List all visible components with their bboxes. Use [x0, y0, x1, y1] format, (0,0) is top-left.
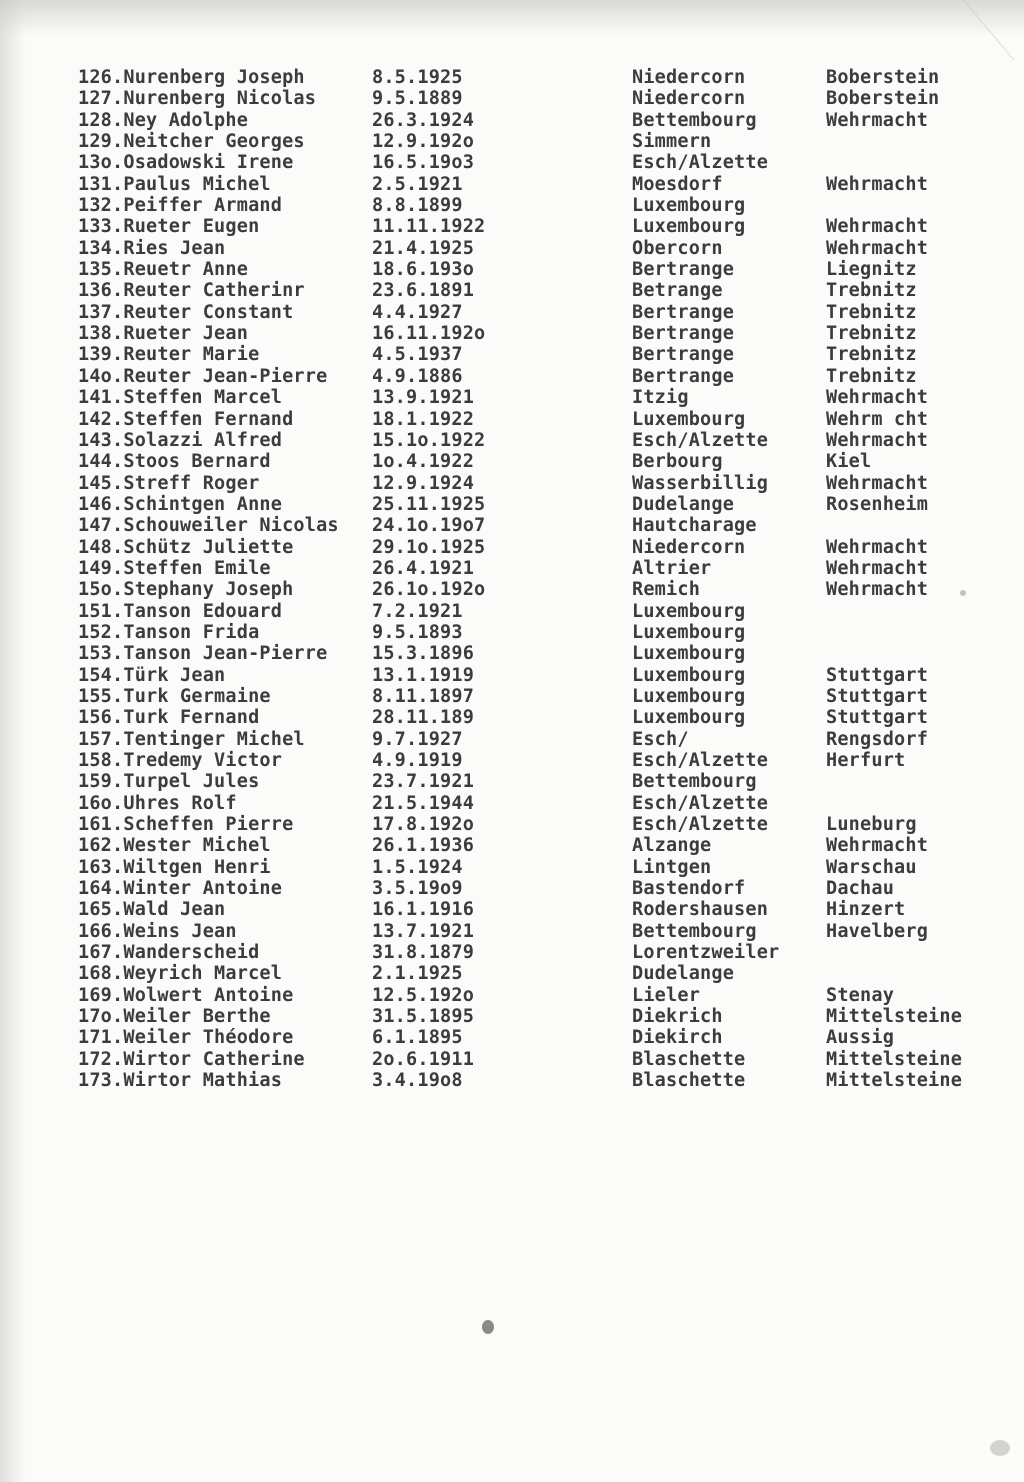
entry-name: 139.Reuter Marie: [78, 344, 260, 366]
birth-date: 28.11.189: [372, 707, 475, 729]
birth-place: Bettembourg: [632, 109, 757, 131]
birth-date: 18.6.193o: [372, 259, 475, 281]
entry-name: 163.Wiltgen Henri: [78, 856, 271, 878]
birth-place: Diekirch: [632, 1027, 723, 1049]
entry-name: 14o.Reuter Jean-Pierre: [78, 365, 328, 387]
entry-name: 129.Neitcher Georges: [78, 131, 305, 153]
birth-date: 8.5.1925: [372, 67, 463, 88]
entry-name: 153.Tanson Jean-Pierre: [78, 643, 328, 665]
birth-date: 29.1o.1925: [372, 536, 486, 558]
entry-name: 151.Tanson Edouard: [78, 600, 283, 622]
entry-name: 142.Steffen Fernand: [78, 408, 294, 430]
entry-name: 161.Scheffen Pierre: [78, 814, 294, 836]
birth-date: 4.9.1919: [372, 750, 463, 771]
left-edge-shadow: [0, 0, 26, 1482]
birth-date: 31.8.1879: [372, 942, 475, 964]
entry-name: 173.Wirtor Mathias: [78, 1070, 283, 1092]
birth-place: Bertrange: [632, 365, 735, 387]
birth-place: Bettembourg: [632, 920, 757, 942]
birth-place: Alzange: [632, 835, 712, 857]
destination: Rosenheim: [826, 493, 929, 515]
birth-place: Luxembourg: [632, 664, 746, 686]
destination: Stenay: [826, 984, 895, 1006]
entry-name: 128.Ney Adolphe: [78, 109, 249, 131]
entry-name: 127.Nurenberg Nicolas: [78, 88, 317, 110]
destination: Kiel: [826, 451, 872, 473]
destination: Wehrm cht: [826, 408, 929, 430]
birth-place: Esch/Alzette: [632, 750, 769, 771]
birth-date: 4.4.1927: [372, 301, 463, 323]
entry-name: 16o.Uhres Rolf: [78, 792, 237, 814]
destination: Trebnitz: [826, 365, 917, 387]
destination: Wehrmacht: [826, 579, 929, 601]
birth-date: 12.9.1924: [372, 472, 475, 494]
destination: Trebnitz: [826, 280, 917, 302]
birth-place: Dudelange: [632, 963, 735, 985]
destination: Liegnitz: [826, 259, 917, 281]
birth-date: 2.5.1921: [372, 173, 463, 195]
entry-name: 157.Tentinger Michel: [78, 728, 305, 750]
birth-date: 23.6.1891: [372, 280, 475, 302]
destination: Herfurt: [826, 750, 906, 771]
entry-name: 13o.Osadowski Irene: [78, 152, 294, 174]
birth-date: 26.3.1924: [372, 109, 475, 131]
birth-date: 12.5.192o: [372, 984, 475, 1006]
entry-name: 15o.Stephany Joseph: [78, 579, 294, 601]
destination: Wehrmacht: [826, 472, 929, 494]
birth-place: Luxembourg: [632, 685, 746, 707]
birth-date: 1o.4.1922: [372, 451, 475, 473]
entry-name: 171.Weiler Théodore: [78, 1027, 294, 1049]
birth-place: Lorentzweiler: [632, 942, 780, 964]
destination: Wehrmacht: [826, 173, 929, 195]
destination: Trebnitz: [826, 344, 917, 366]
birth-place: Bastendorf: [632, 878, 746, 900]
birth-place: Niedercorn: [632, 67, 746, 88]
entry-name: 172.Wirtor Catherine: [78, 1048, 305, 1070]
birth-place: Obercorn: [632, 237, 723, 259]
entry-name: 148.Schütz Juliette: [78, 536, 294, 558]
entry-name: 144.Stoos Bernard: [78, 451, 271, 473]
destination: Hinzert: [826, 899, 906, 921]
birth-date: 25.11.1925: [372, 493, 486, 515]
birth-place: Luxembourg: [632, 621, 746, 643]
birth-date: 8.11.1897: [372, 685, 475, 707]
destination: Stuttgart: [826, 685, 929, 707]
birth-date: 11.11.1922: [372, 216, 486, 238]
birth-date: 18.1.1922: [372, 408, 475, 430]
birth-date: 13.7.1921: [372, 920, 475, 942]
birth-date: 2.1.1925: [372, 963, 463, 985]
entry-name: 138.Rueter Jean: [78, 323, 249, 345]
birth-date: 3.5.19o9: [372, 878, 463, 900]
birth-date: 9.5.1889: [372, 88, 463, 110]
birth-date: 16.1.1916: [372, 899, 475, 921]
birth-place: Bertrange: [632, 344, 735, 366]
birth-date: 12.9.192o: [372, 131, 475, 153]
birth-date: 23.7.1921: [372, 771, 475, 793]
entry-name: 137.Reuter Constant: [78, 301, 294, 323]
birth-place: Rodershausen: [632, 899, 769, 921]
entry-name: 152.Tanson Frida: [78, 621, 260, 643]
destination: Wehrmacht: [826, 216, 929, 238]
entry-name: 156.Turk Fernand: [78, 707, 260, 729]
birth-place: Bertrange: [632, 259, 735, 281]
birth-place: Niedercorn: [632, 536, 746, 558]
birth-place: Luxembourg: [632, 707, 746, 729]
birth-date: 21.4.1925: [372, 237, 475, 259]
birth-place: Esch/Alzette: [632, 152, 769, 174]
birth-date: 21.5.1944: [372, 792, 475, 814]
birth-date: 4.9.1886: [372, 365, 463, 387]
destination: Trebnitz: [826, 301, 917, 323]
birth-date: 17.8.192o: [372, 814, 475, 836]
destination: Wehrmacht: [826, 387, 929, 409]
destination: Stuttgart: [826, 707, 929, 729]
entry-name: 135.Reuetr Anne: [78, 259, 249, 281]
birth-date: 4.5.1937: [372, 344, 463, 366]
birth-date: 3.4.19o8: [372, 1070, 463, 1092]
birth-date: 9.5.1893: [372, 621, 463, 643]
destination: Boberstein: [826, 88, 940, 110]
birth-place: Blaschette: [632, 1048, 746, 1070]
destination: Mittelsteine: [826, 1006, 963, 1028]
birth-date: 9.7.1927: [372, 728, 463, 750]
entry-name: 136.Reuter Catherinr: [78, 280, 305, 302]
birth-date: 15.1o.1922: [372, 429, 486, 451]
birth-place: Luxembourg: [632, 643, 746, 665]
entry-name: 146.Schintgen Anne: [78, 493, 283, 515]
entry-name: 131.Paulus Michel: [78, 173, 271, 195]
destination: Wehrmacht: [826, 429, 929, 451]
birth-place: Niedercorn: [632, 88, 746, 110]
birth-place: Berbourg: [632, 451, 723, 473]
birth-date: 13.1.1919: [372, 664, 475, 686]
destination: Wehrmacht: [826, 557, 929, 579]
destination: Boberstein: [826, 67, 940, 88]
birth-place: Bertrange: [632, 323, 735, 345]
destination: Wehrmacht: [826, 237, 929, 259]
ink-speck: [960, 590, 966, 596]
birth-date: 2o.6.1911: [372, 1048, 475, 1070]
birth-place: Wasserbillig: [632, 472, 769, 494]
destination: Wehrmacht: [826, 835, 929, 857]
entry-name: 165.Wald Jean: [78, 899, 226, 921]
ink-speck: [482, 1320, 494, 1334]
destination: Luneburg: [826, 814, 917, 836]
destination: Mittelsteine: [826, 1048, 963, 1070]
destination: Rengsdorf: [826, 728, 929, 750]
birth-date: 16.11.192o: [372, 323, 486, 345]
entry-name: 167.Wanderscheid: [78, 942, 260, 964]
entry-name: 154.Türk Jean: [78, 664, 226, 686]
birth-date: 26.4.1921: [372, 557, 475, 579]
birth-place: Diekrich: [632, 1006, 723, 1028]
entry-name: 149.Steffen Emile: [78, 557, 271, 579]
birth-place: Lieler: [632, 984, 701, 1006]
birth-place: Remich: [632, 579, 701, 601]
entry-name: 145.Streff Roger: [78, 472, 260, 494]
destination: Mittelsteine: [826, 1070, 963, 1092]
birth-date: 16.5.19o3: [372, 152, 475, 174]
entry-name: 155.Turk Germaine: [78, 685, 271, 707]
birth-place: Bertrange: [632, 301, 735, 323]
entry-name: 162.Wester Michel: [78, 835, 271, 857]
birth-place: Bettembourg: [632, 771, 757, 793]
entry-name: 159.Turpel Jules: [78, 771, 260, 793]
birth-date: 13.9.1921: [372, 387, 475, 409]
entry-name: 147.Schouweiler Nicolas: [78, 515, 339, 537]
entry-name: 126.Nurenberg Joseph: [78, 67, 305, 88]
top-edge-shadow: [0, 0, 1024, 36]
destination: Dachau: [826, 878, 895, 900]
destination: Stuttgart: [826, 664, 929, 686]
destination: Havelberg: [826, 920, 929, 942]
birth-place: Esch/Alzette: [632, 429, 769, 451]
birth-place: Simmern: [632, 131, 712, 153]
birth-place: Luxembourg: [632, 216, 746, 238]
birth-date: 7.2.1921: [372, 600, 463, 622]
birth-place: Esch/Alzette: [632, 792, 769, 814]
birth-date: 26.1.1936: [372, 835, 475, 857]
birth-place: Altrier: [632, 557, 712, 579]
entry-name: 158.Tredemy Victor: [78, 750, 283, 771]
destination: Warschau: [826, 856, 917, 878]
destination: Wehrmacht: [826, 109, 929, 131]
entry-name: 143.Solazzi Alfred: [78, 429, 283, 451]
birth-place: Luxembourg: [632, 408, 746, 430]
ink-speck: [990, 1440, 1010, 1456]
entry-name: 141.Steffen Marcel: [78, 387, 283, 409]
birth-date: 6.1.1895: [372, 1027, 463, 1049]
birth-place: Lintgen: [632, 856, 712, 878]
birth-date: 24.1o.19o7: [372, 515, 486, 537]
entry-name: 166.Weins Jean: [78, 920, 237, 942]
birth-place: Blaschette: [632, 1070, 746, 1092]
birth-date: 1.5.1924: [372, 856, 463, 878]
destination: Aussig: [826, 1027, 895, 1049]
birth-place: Moesdorf: [632, 173, 723, 195]
entry-name: 132.Peiffer Armand: [78, 195, 283, 217]
destination: Wehrmacht: [826, 536, 929, 558]
birth-place: Esch/: [632, 728, 689, 750]
birth-place: Hautcharage: [632, 515, 757, 537]
entry-name: 164.Winter Antoine: [78, 878, 283, 900]
birth-date: 8.8.1899: [372, 195, 463, 217]
birth-date: 15.3.1896: [372, 643, 475, 665]
birth-place: Itzig: [632, 387, 689, 409]
birth-place: Betrange: [632, 280, 723, 302]
birth-place: Dudelange: [632, 493, 735, 515]
entry-name: 133.Rueter Eugen: [78, 216, 260, 238]
birth-place: Luxembourg: [632, 600, 746, 622]
birth-place: Luxembourg: [632, 195, 746, 217]
birth-place: Esch/Alzette: [632, 814, 769, 836]
birth-date: 31.5.1895: [372, 1006, 475, 1028]
entry-name: 134.Ries Jean: [78, 237, 226, 259]
entry-name: 169.Wolwert Antoine: [78, 984, 294, 1006]
entry-name: 168.Weyrich Marcel: [78, 963, 283, 985]
destination: Trebnitz: [826, 323, 917, 345]
birth-date: 26.1o.192o: [372, 579, 486, 601]
entry-name: 17o.Weiler Berthe: [78, 1006, 271, 1028]
